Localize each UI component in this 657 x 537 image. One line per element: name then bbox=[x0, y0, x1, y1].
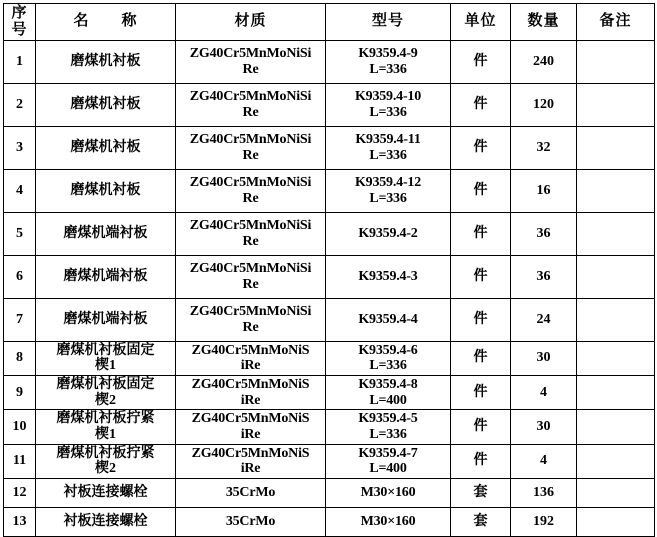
cell-index: 3 bbox=[4, 126, 36, 169]
cell-unit: 件 bbox=[451, 83, 511, 126]
cell-index: 1 bbox=[4, 40, 36, 83]
cell-name: 衬板连接螺栓 bbox=[36, 507, 176, 536]
table-row bbox=[4, 212, 655, 255]
cell-model: K9359.4-2 bbox=[326, 212, 451, 255]
table-row bbox=[4, 478, 655, 507]
cell-quantity: 30 bbox=[511, 341, 577, 375]
cell-name: 磨煤机端衬板 bbox=[36, 255, 176, 298]
cell-index: 7 bbox=[4, 298, 36, 341]
cell-name: 磨煤机衬板 bbox=[36, 126, 176, 169]
cell-name: 磨煤机衬板拧紧 楔2 bbox=[36, 444, 176, 478]
cell-index: 11 bbox=[4, 444, 36, 478]
cell-quantity: 136 bbox=[511, 478, 577, 507]
header-row bbox=[4, 4, 655, 41]
cell-index: 2 bbox=[4, 83, 36, 126]
cell-unit: 件 bbox=[451, 212, 511, 255]
cell-quantity: 32 bbox=[511, 126, 577, 169]
cell-name: 磨煤机端衬板 bbox=[36, 212, 176, 255]
cell-material: ZG40Cr5MnMoNiS iRe bbox=[176, 375, 326, 409]
cell-material: ZG40Cr5MnMoNiSi Re bbox=[176, 255, 326, 298]
cell-note bbox=[577, 83, 655, 126]
cell-name: 衬板连接螺栓 bbox=[36, 478, 176, 507]
cell-index: 13 bbox=[4, 507, 36, 536]
cell-quantity: 36 bbox=[511, 255, 577, 298]
table-row bbox=[4, 298, 655, 341]
cell-model: K9359.4-11 L=336 bbox=[326, 126, 451, 169]
cell-quantity: 4 bbox=[511, 444, 577, 478]
cell-quantity: 16 bbox=[511, 169, 577, 212]
cell-unit: 件 bbox=[451, 375, 511, 409]
table-row bbox=[4, 410, 655, 444]
cell-index: 12 bbox=[4, 478, 36, 507]
cell-quantity: 120 bbox=[511, 83, 577, 126]
header-quantity: 数量 bbox=[511, 4, 577, 41]
table-row bbox=[4, 255, 655, 298]
cell-unit: 件 bbox=[451, 255, 511, 298]
cell-material: ZG40Cr5MnMoNiSi Re bbox=[176, 212, 326, 255]
cell-note bbox=[577, 126, 655, 169]
cell-name: 磨煤机衬板固定 楔1 bbox=[36, 341, 176, 375]
cell-unit: 件 bbox=[451, 298, 511, 341]
cell-model: K9359.4-8 L=400 bbox=[326, 375, 451, 409]
cell-note bbox=[577, 507, 655, 536]
cell-name: 磨煤机衬板 bbox=[36, 169, 176, 212]
header-material: 材质 bbox=[176, 4, 326, 41]
cell-name: 磨煤机衬板 bbox=[36, 40, 176, 83]
cell-unit: 套 bbox=[451, 478, 511, 507]
cell-note bbox=[577, 212, 655, 255]
cell-unit: 件 bbox=[451, 444, 511, 478]
table-row bbox=[4, 375, 655, 409]
cell-note bbox=[577, 341, 655, 375]
cell-index: 9 bbox=[4, 375, 36, 409]
cell-name: 磨煤机衬板拧紧 楔1 bbox=[36, 410, 176, 444]
table-row bbox=[4, 341, 655, 375]
cell-model: K9359.4-10 L=336 bbox=[326, 83, 451, 126]
cell-note bbox=[577, 298, 655, 341]
cell-material: ZG40Cr5MnMoNiSi Re bbox=[176, 40, 326, 83]
parts-sheet bbox=[0, 3, 657, 530]
cell-quantity: 192 bbox=[511, 507, 577, 536]
cell-material: 35CrMo bbox=[176, 507, 326, 536]
cell-model: K9359.4-5 L=336 bbox=[326, 410, 451, 444]
cell-model: K9359.4-12 L=336 bbox=[326, 169, 451, 212]
cell-unit: 件 bbox=[451, 341, 511, 375]
header-note: 备注 bbox=[577, 4, 655, 41]
cell-model: K9359.4-6 L=336 bbox=[326, 341, 451, 375]
cell-note bbox=[577, 169, 655, 212]
cell-model: K9359.4-7 L=400 bbox=[326, 444, 451, 478]
cell-unit: 套 bbox=[451, 507, 511, 536]
cell-model: K9359.4-9 L=336 bbox=[326, 40, 451, 83]
cell-name: 磨煤机端衬板 bbox=[36, 298, 176, 341]
cell-material: ZG40Cr5MnMoNiSi Re bbox=[176, 169, 326, 212]
header-model: 型号 bbox=[326, 4, 451, 41]
cell-material: ZG40Cr5MnMoNiSi Re bbox=[176, 126, 326, 169]
cell-quantity: 36 bbox=[511, 212, 577, 255]
cell-material: ZG40Cr5MnMoNiSi Re bbox=[176, 83, 326, 126]
parts-table bbox=[3, 3, 655, 537]
table-row bbox=[4, 126, 655, 169]
cell-note bbox=[577, 410, 655, 444]
cell-index: 4 bbox=[4, 169, 36, 212]
cell-unit: 件 bbox=[451, 410, 511, 444]
cell-note bbox=[577, 40, 655, 83]
cell-quantity: 4 bbox=[511, 375, 577, 409]
cell-material: 35CrMo bbox=[176, 478, 326, 507]
cell-quantity: 240 bbox=[511, 40, 577, 83]
cell-material: ZG40Cr5MnMoNiS iRe bbox=[176, 444, 326, 478]
cell-material: ZG40Cr5MnMoNiSi Re bbox=[176, 298, 326, 341]
cell-unit: 件 bbox=[451, 169, 511, 212]
cell-note bbox=[577, 478, 655, 507]
cell-material: ZG40Cr5MnMoNiS iRe bbox=[176, 341, 326, 375]
cell-index: 10 bbox=[4, 410, 36, 444]
cell-unit: 件 bbox=[451, 126, 511, 169]
cell-index: 5 bbox=[4, 212, 36, 255]
cell-model: K9359.4-3 bbox=[326, 255, 451, 298]
cell-quantity: 30 bbox=[511, 410, 577, 444]
cell-model: M30×160 bbox=[326, 507, 451, 536]
header-index: 序号 bbox=[4, 4, 36, 41]
cell-index: 8 bbox=[4, 341, 36, 375]
cell-name: 磨煤机衬板 bbox=[36, 83, 176, 126]
cell-name: 磨煤机衬板固定 楔2 bbox=[36, 375, 176, 409]
cell-quantity: 24 bbox=[511, 298, 577, 341]
cell-note bbox=[577, 444, 655, 478]
table-row bbox=[4, 507, 655, 536]
cell-index: 6 bbox=[4, 255, 36, 298]
cell-model: M30×160 bbox=[326, 478, 451, 507]
table-row bbox=[4, 169, 655, 212]
cell-note bbox=[577, 255, 655, 298]
cell-note bbox=[577, 375, 655, 409]
cell-model: K9359.4-4 bbox=[326, 298, 451, 341]
cell-unit: 件 bbox=[451, 40, 511, 83]
table-row bbox=[4, 40, 655, 83]
header-unit: 单位 bbox=[451, 4, 511, 41]
cell-material: ZG40Cr5MnMoNiS iRe bbox=[176, 410, 326, 444]
header-name: 名 称 bbox=[36, 4, 176, 41]
table-body bbox=[4, 40, 655, 536]
table-header bbox=[4, 4, 655, 41]
table-row bbox=[4, 444, 655, 478]
table-row bbox=[4, 83, 655, 126]
